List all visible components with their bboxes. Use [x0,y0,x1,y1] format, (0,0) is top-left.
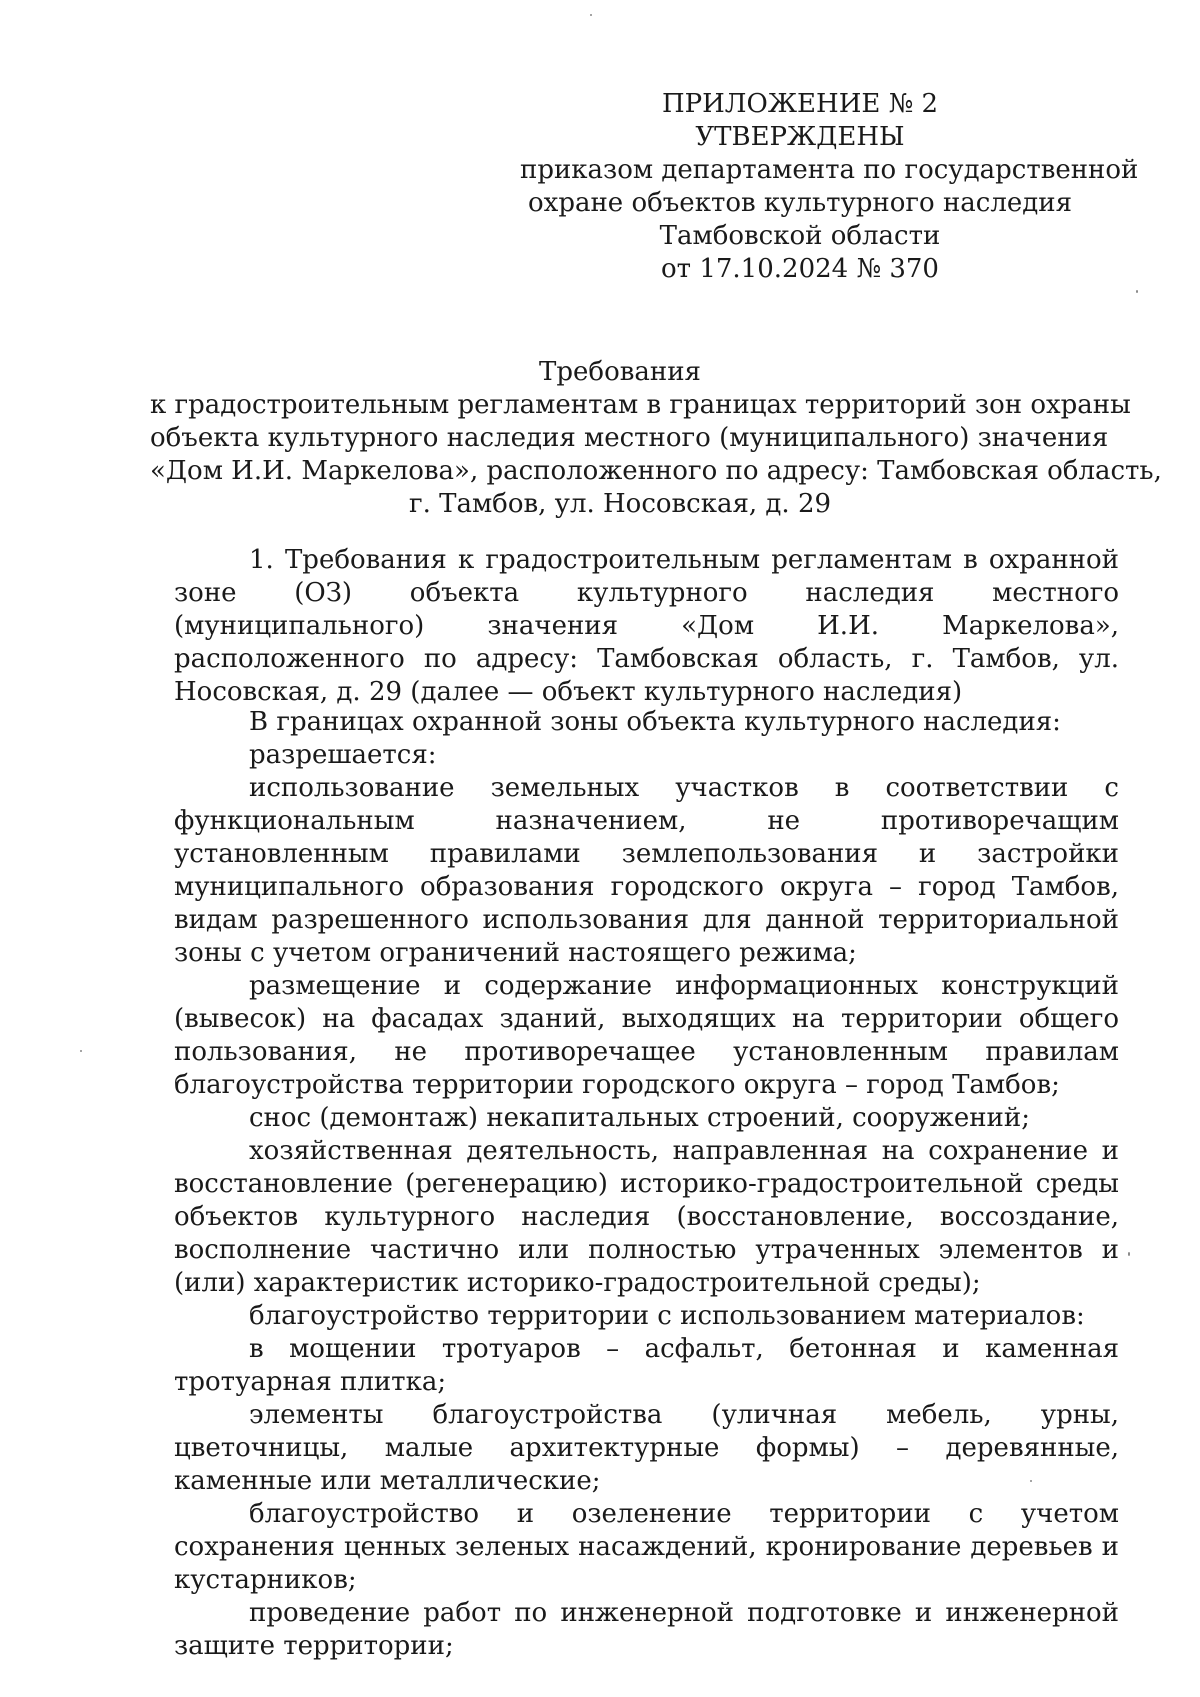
appendix-number: ПРИЛОЖЕНИЕ № 2 [661,89,939,119]
approval-header [520,88,1139,286]
order-line: охране объектов культурного наследия [528,188,1072,218]
scan-speck [80,1050,82,1052]
section-2 [174,706,1119,1663]
title-heading: Требования [539,357,701,387]
title-line: к градостроительным регламентам в границах территорий зон охраны [150,390,1131,420]
section-1 [174,544,1119,709]
scan-speck [1128,1252,1130,1256]
approved-label: УТВЕРЖДЕНЫ [695,122,905,152]
order-line: приказом департамента по государственной [520,155,1139,185]
list-item: благоустройство территории с использованием материалов: [249,1301,1085,1331]
list-item: снос (демонтаж) некапитальных строений, сооружений; [249,1103,1030,1133]
section-2-intro: В границах охранной зоны объекта культурного наследия: [249,707,1061,737]
list-item: проведение работ по инженерной подготовке и инженерной защите территории; [174,1598,1119,1661]
section-1-paragraph: 1. Требования к градостроительным регламентам в охранной зоне (ОЗ) объекта культурного наследия местного (муниципального) значения «Дом И.И. Маркелова», расположенного по адресу: Тамбовская область, г. Тамбов, ул. Носовская, д. 29 (далее — объект культурного наследия) [174,545,1119,707]
list-item: элементы благоустройства (уличная мебель, урны, цветочницы, малые архитектурные формы) – деревянные, каменные или металлические; [174,1400,1119,1496]
scan-speck [1136,290,1138,293]
allowed-label: разрешается: [249,740,437,770]
list-item: в мощении тротуаров – асфальт, бетонная и каменная тротуарная плитка; [174,1334,1119,1397]
list-item: благоустройство и озеленение территории с учетом сохранения ценных зеленых насаждений, кронирование деревьев и кустарников; [174,1499,1119,1595]
order-line: Тамбовской области [659,221,941,251]
title-line: г. Тамбов, ул. Носовская, д. 29 [408,489,832,519]
document-title [150,356,1162,521]
list-item: использование земельных участков в соответствии с функциональным назначением, не противоречащим установленным правилами землепользования и застройки муниципального образования городского округа – город Тамбов, видам разрешенного использования для данной территориальной зоны с учетом ограничений настоящего режима; [174,773,1119,968]
scan-speck [1030,1480,1032,1482]
list-item: размещение и содержание информационных конструкций (вывесок) на фасадах зданий, выходящих на территории общего пользования, не противоречащее установленным правилам благоустройства территории городского округа – город Тамбов; [174,971,1119,1100]
list-item: хозяйственная деятельность, направленная на сохранение и восстановление (регенерацию) историко-градостроительной среды объектов культурного наследия (восстановление, воссоздание, восполнение частично или полностью утраченных элементов и (или) характеристик историко-градостроительной среды); [174,1136,1119,1298]
title-line: «Дом И.И. Маркелова», расположенного по адресу: Тамбовская область, [150,456,1162,486]
title-line: объекта культурного наследия местного (муниципального) значения [150,423,1109,453]
order-date-number: от 17.10.2024 № 370 [661,254,939,284]
scan-speck [590,14,592,16]
